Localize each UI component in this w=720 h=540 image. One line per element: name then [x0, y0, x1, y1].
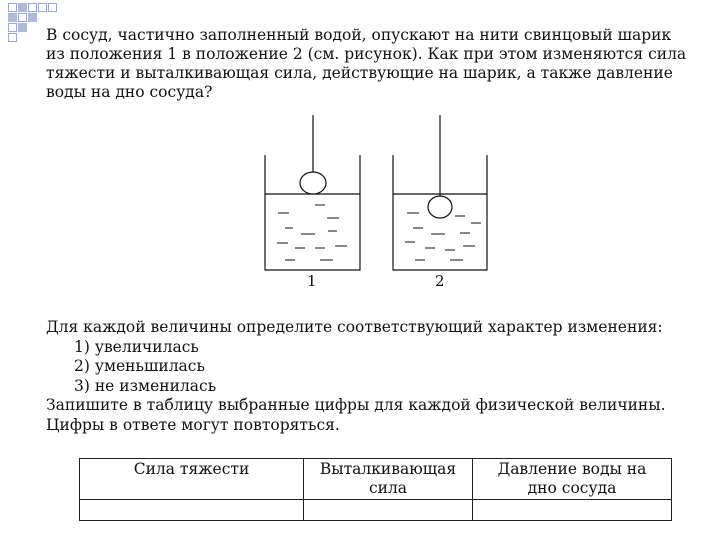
- question-text: [46, 26, 710, 102]
- answer-table-header: [80, 459, 672, 500]
- answer-cell-gravity[interactable]: [80, 500, 304, 521]
- instructions-lead: Для каждой величины определите соответствующий характер изменения:: [46, 318, 663, 336]
- header-text: Давление воды на: [497, 460, 647, 478]
- question-line: из положения 1 в положение 2 (см. рисунок). Как при этом изменяются сила: [46, 45, 687, 63]
- option-decreased: 2) уменьшилась: [74, 357, 205, 375]
- instructions: [46, 318, 666, 435]
- vessels-drawing: [255, 110, 500, 290]
- header-text: Выталкивающая: [319, 460, 457, 478]
- answer-table: [79, 458, 672, 521]
- header-text: сила: [368, 479, 408, 497]
- header-water-pressure: [473, 459, 672, 500]
- write-instruction: Запишите в таблицу выбранные цифры для каждой физической величины.: [46, 396, 666, 414]
- repeat-note: Цифры в ответе могут повторяться.: [46, 415, 340, 434]
- header-buoyant-force: [304, 459, 473, 500]
- header-gravity: [80, 459, 304, 500]
- vessel-1-label: 1: [307, 272, 317, 290]
- header-text: Сила тяжести: [133, 460, 250, 478]
- question-line: воды на дно сосуда?: [46, 83, 213, 101]
- vessels-figure: [255, 110, 500, 290]
- option-unchanged: 3) не изменилась: [74, 376, 217, 395]
- vessel-2-label: 2: [435, 272, 445, 290]
- question-line: В сосуд, частично заполненный водой, опускают на нити свинцовый шарик: [46, 26, 672, 44]
- header-text: дно сосуда: [527, 479, 617, 497]
- answer-cell-buoyant-force[interactable]: [304, 500, 473, 521]
- option-increased: 1) увеличилась: [74, 337, 199, 356]
- lead-ball-position-1: [300, 172, 326, 194]
- answer-cell-water-pressure[interactable]: [473, 500, 672, 521]
- question-line: тяжести и выталкивающая сила, действующие на шарик, а также давление: [46, 64, 673, 82]
- lead-ball-position-2: [428, 196, 452, 218]
- answer-row: [80, 500, 672, 521]
